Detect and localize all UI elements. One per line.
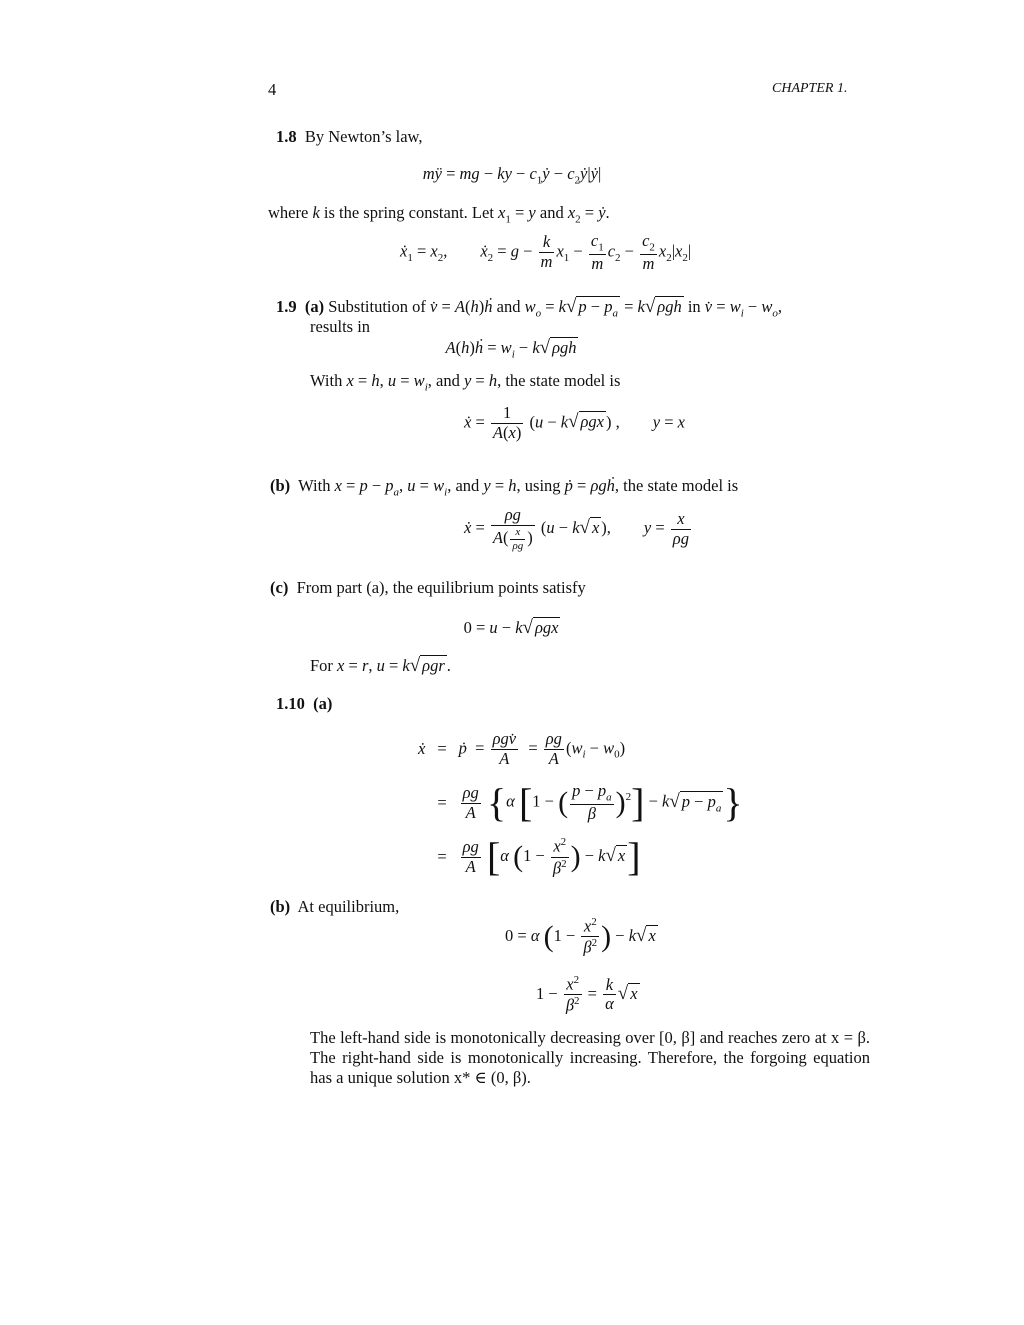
- problem-number: 1.9: [276, 297, 297, 316]
- part-label: (b): [270, 476, 291, 495]
- derivation-1-10: ẋ = ṗ = $\frac{\text{ρgv̇}}{A}$ = $\frac{\rho g}{A}$ $(w_i - w_0)$ = $\frac{\rho g}{A}$ {α [1 − ( $\frac{p - p_a}{\beta}$ )$^2$] − k√ $p - p_a$} = $\frac{\rho g}{A}$ [α (1 − $\frac{x^2}{\beta^2}$ ) − k√ x]: [418, 728, 743, 879]
- problem-1-9-a: 1.9 (a) Substitution of v̇ = A(h)ḣ and $w_o = k√$ $p - p_a = k√$ ρgh in v̇ = $w_i - w_o$,: [276, 296, 782, 320]
- problem-1-8-intro: [276, 127, 423, 147]
- part-b-text: (b) With $x = p - p_a$, $u = w_i$, and y = h, using ṗ = ρgḣ, the state model is: [270, 476, 739, 499]
- state-model-b: ẋ = ρg A( $\frac{x}{\rho g}$ ) (u − k√ x ), y = $\frac{x}{\rho g}$: [464, 505, 689, 552]
- page-number: 4: [268, 80, 277, 99]
- part-c-text: (c) From part (a), the equilibrium points satisfy: [270, 578, 586, 597]
- state-equations-1-8: ẋ$_1$ = $x_2$, ẋ$_2$ = g − $\frac{k}{m}$ $x_1$ − $\frac{c_1}{m}$ $c_2$ − $\frac{c_2}{m}$ $x_2|x_2|$: [400, 231, 692, 273]
- spring-text: where k is the spring constant. Let $x_1 = y$ and $x_2$ = ẏ.: [268, 203, 610, 226]
- newton-equation: mÿ = mg − ky − $c_1ẏ$ − $c_2ẏ|ẏ|$: [422, 164, 602, 187]
- part-label: (a): [304, 297, 325, 316]
- for-text: For x = r, u = k√ ρgr .: [310, 655, 451, 676]
- intro-text: By Newton’s law,: [304, 127, 423, 146]
- running-header: CHAPTER 1.: [772, 81, 848, 96]
- equilibrium-equation-1: 0 = α (1 − $\frac{x^2}{\beta^2}$ ) − k√ x: [505, 916, 656, 957]
- state-model-a: ẋ = $\frac{1}{A(x)}$ (u − k√ ρgx ) , y = x: [464, 403, 685, 442]
- problem-1-10-a: [276, 694, 332, 714]
- part-label: (b): [270, 897, 291, 916]
- part-label: (c): [270, 578, 289, 597]
- part-b-1-10-text: (b) At equilibrium,: [270, 897, 400, 916]
- with-text-a: With x = h, $u = w_i$, and y = h, the state model is: [310, 371, 621, 394]
- part-label: (a): [313, 694, 333, 713]
- conclusion-paragraph: The left-hand side is monotonically decreasing over [0, β] and reaches zero at x = β. The right-hand side is monotonically increasing. Therefore, the forgoing equation has a unique solution x* ∈ (0, β).: [310, 1028, 870, 1087]
- equilibrium-equation-c: 0 = u − k√ ρgx: [463, 617, 559, 638]
- equilibrium-equation-2: 1 − $\frac{x^2}{\beta^2}$ = $\frac{k}{\alpha}$ √ x: [536, 974, 638, 1015]
- results-in-text: results in: [310, 317, 371, 336]
- problem-number: 1.8: [276, 127, 297, 146]
- tank-equation: A(h)ḣ = $w_i - k√$ ρgh: [445, 337, 577, 361]
- problem-number: 1.10: [276, 694, 305, 713]
